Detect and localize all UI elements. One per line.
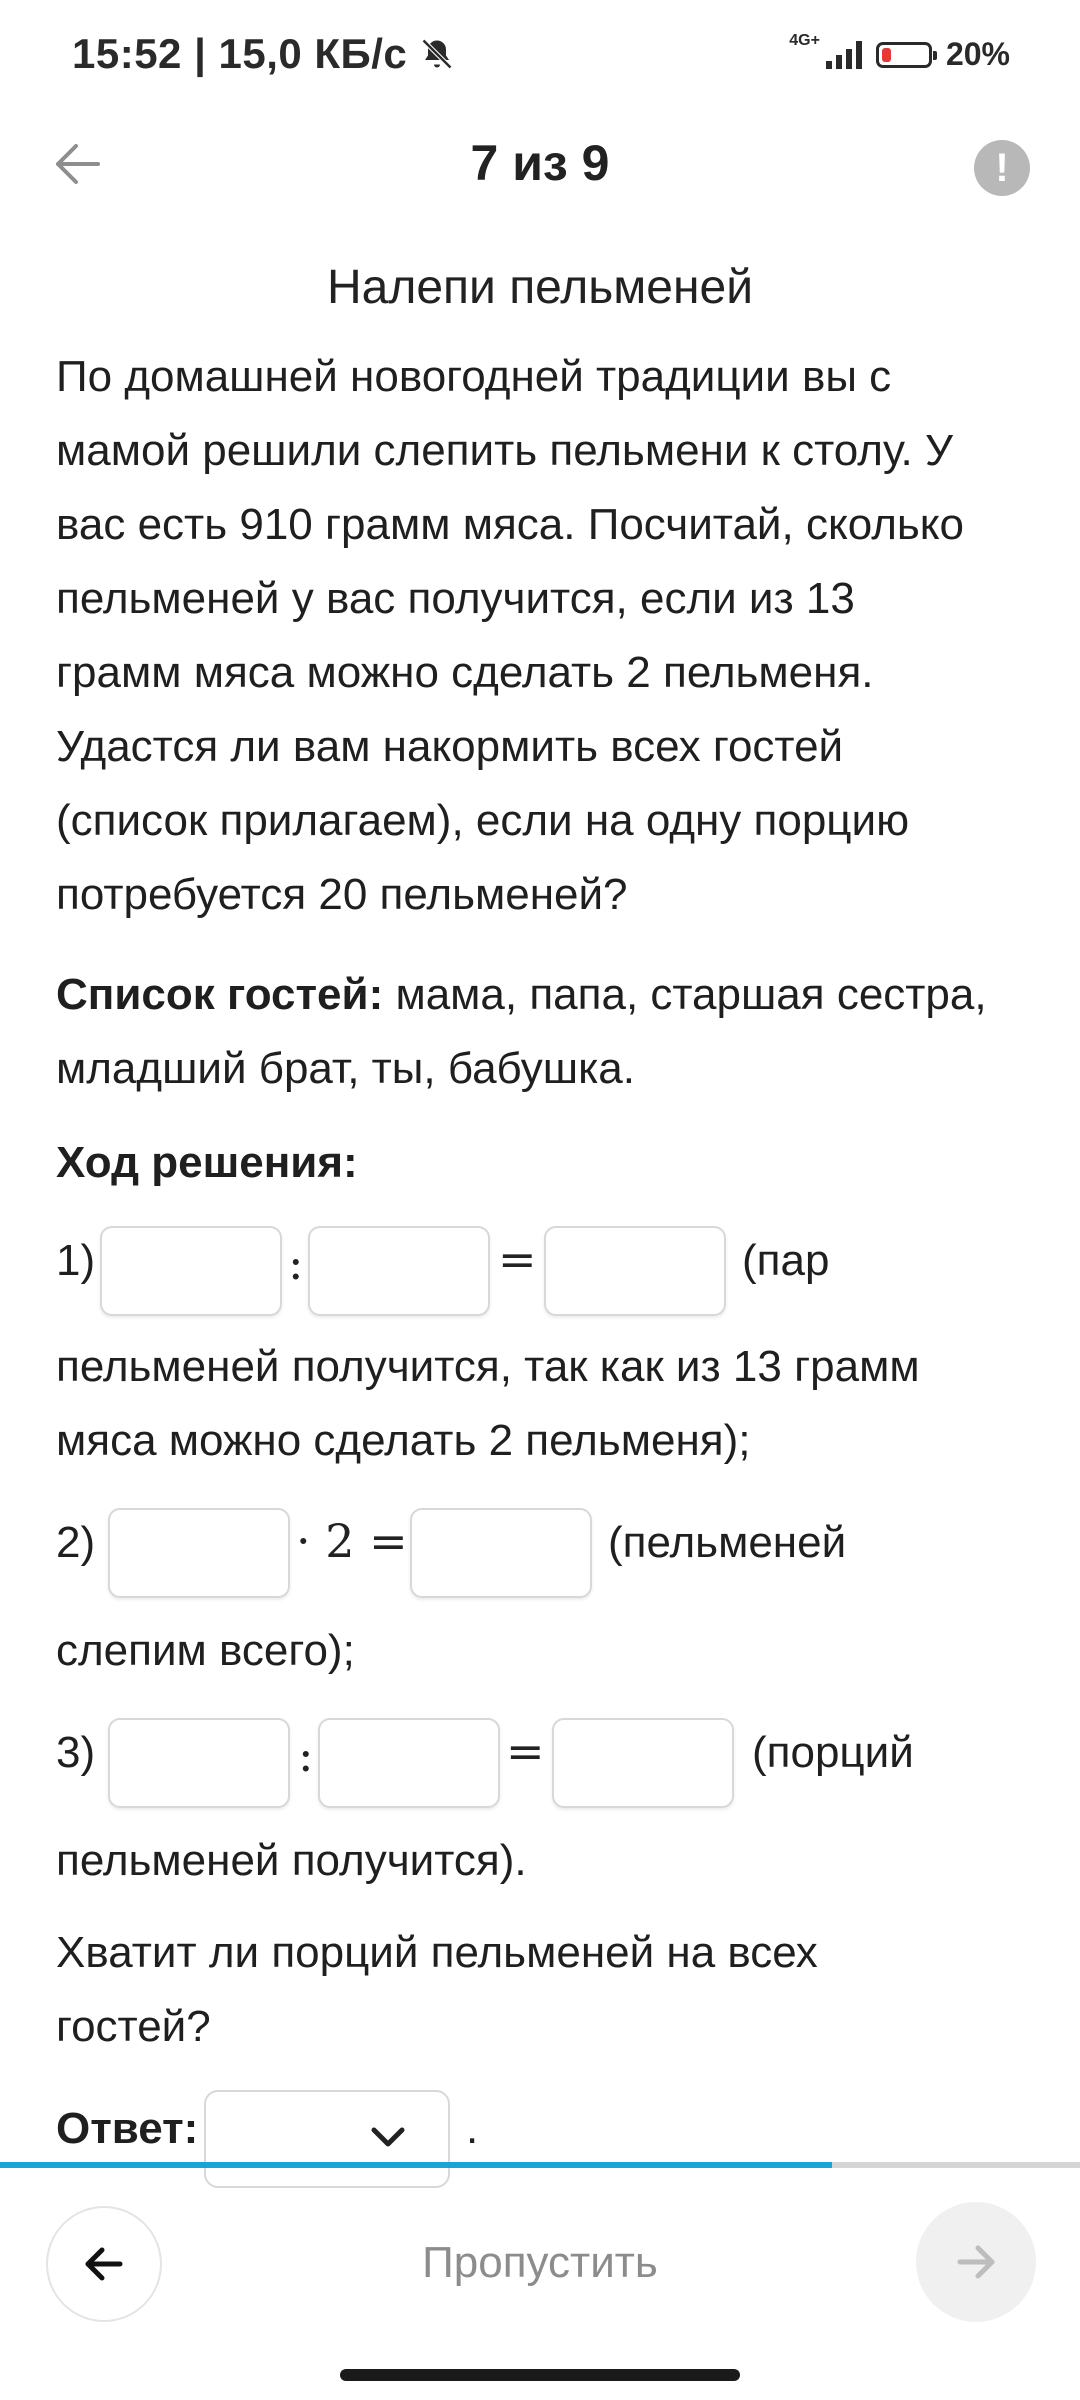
task-body-line: грамм мяса можно сделать 2 пельменя. [56,648,874,697]
guest-list [56,958,1036,1106]
step1-input-result[interactable] [544,1226,726,1316]
step1-input-a[interactable] [100,1226,282,1316]
progress-fill [0,2162,832,2168]
mute-bell-icon [419,36,455,72]
status-indicators [789,31,1010,73]
question-counter: 7 из 9 [470,135,610,191]
battery-icon [876,42,932,68]
task-body-line: Удастся ли вам накормить всех гостей [56,722,844,771]
step2-multiply: · 2 = [296,1514,408,1568]
skip-button[interactable]: Пропустить [422,2238,658,2287]
step1-cont-line: пельменей получится, так как из 13 грамм [56,1342,920,1391]
report-button[interactable] [974,140,1030,196]
guest-list-items-cont: младший брат, ты, бабушка. [56,1044,635,1093]
next-button[interactable] [916,2202,1036,2322]
answer-period: . [466,2104,479,2153]
step1-equals: = [498,1232,537,1286]
step2-input-result[interactable] [410,1508,592,1598]
step1-divide: : [288,1236,304,1290]
task-body-line: потребуется 20 пельменей? [56,870,628,919]
step3-continuation: пельменей получится). [56,1836,527,1885]
task-body-line: По домашней новогодней традиции вы с [56,352,892,401]
answer-dropdown[interactable] [204,2090,450,2188]
step1-input-b[interactable] [308,1226,490,1316]
step3-divide: : [298,1728,314,1782]
final-question-line: Хватит ли порций пельменей на всех [56,1928,818,1977]
step1-continuation [56,1330,1036,1478]
battery-percent: 20% [945,36,1010,72]
step3-input-b[interactable] [318,1718,500,1808]
step1-cont-line: мяса можно сделать 2 пельменя); [56,1416,751,1465]
step3-number: 3) [56,1728,96,1777]
step1-number: 1) [56,1236,96,1285]
signal-icon [826,41,862,69]
home-indicator[interactable] [340,2369,740,2381]
step3-input-result[interactable] [552,1718,734,1808]
arrow-right-icon [952,2238,1000,2286]
step3-tail: (порций [752,1728,914,1777]
network-type: 4G+ [789,31,820,49]
step2-input-a[interactable] [108,1508,290,1598]
task-body [56,340,1036,932]
final-question [56,1916,1036,2064]
step2-number: 2) [56,1518,96,1567]
task-body-line: вас есть 910 грамм мяса. Посчитай, сколько [56,500,965,549]
step1-tail: (пар [742,1236,830,1285]
step2-tail: (пельменей [608,1518,847,1567]
exclamation-icon: ! [995,145,1009,190]
task-body-line: мамой решили слепить пельмени к столу. У [56,426,953,475]
guest-list-items: мама, папа, старшая сестра, [383,970,987,1019]
step2-continuation: слепим всего); [56,1626,355,1675]
task-body-line: пельменей у вас получится, если из 13 [56,574,855,623]
step3-equals: = [506,1724,545,1778]
chevron-down-icon [368,2118,408,2158]
solution-label: Ход решения: [56,1138,358,1187]
guest-list-label: Список гостей: [56,970,384,1019]
final-question-line: гостей? [56,2002,211,2051]
task-body-line: (список прилагаем), если на одну порцию [56,796,910,845]
step3-input-a[interactable] [108,1718,290,1808]
progress-bar [0,2162,1080,2168]
answer-label: Ответ: [56,2104,199,2153]
status-time-speed: 15:52 | 15,0 КБ/с [72,30,455,78]
task-title: Налепи пельменей [326,261,754,314]
